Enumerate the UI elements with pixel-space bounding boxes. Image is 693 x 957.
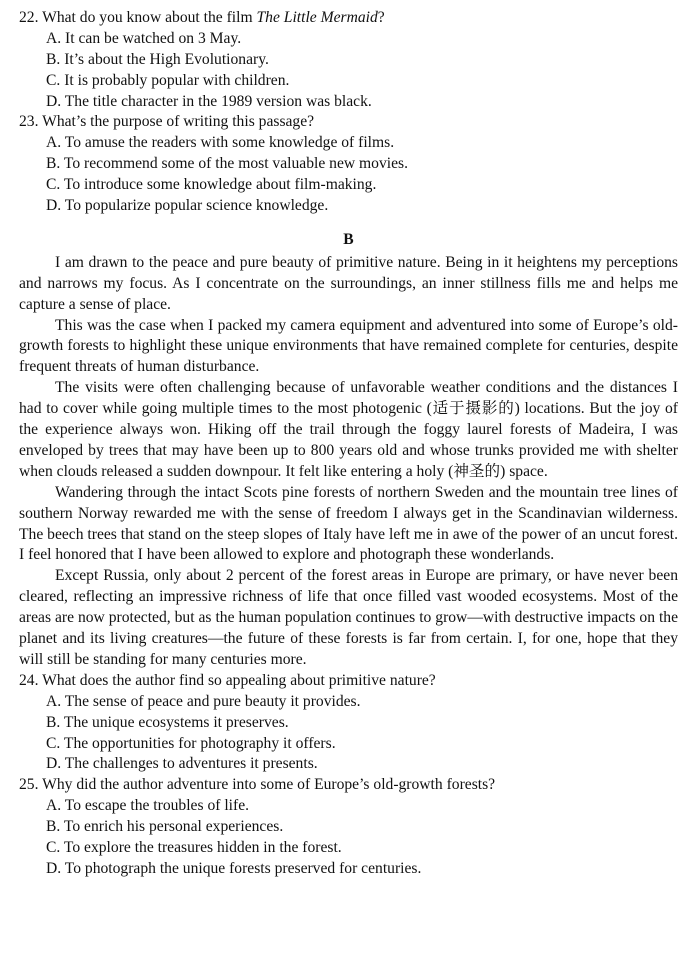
option-b: B. The unique ecosystems it preserves. <box>46 713 289 731</box>
question-stem: 25. Why did the author adventure into some of Europe’s old-growth forests? <box>19 776 496 794</box>
question-23 <box>19 112 678 216</box>
option-d: D. The challenges to adventures it presents. <box>46 755 318 773</box>
passage-body <box>19 253 678 671</box>
option-c: C. To explore the treasures hidden in the forest. <box>46 839 342 857</box>
option-c: C. It is probably popular with children. <box>46 71 290 89</box>
passage-paragraph: I am drawn to the peace and pure beauty of primitive nature. Being in it heightens my perceptions and narrows my focus. As I concentrate on the surroundings, an inner stillness fills me and helps me capture a sense of place. <box>19 253 678 313</box>
option-a: A. To escape the troubles of life. <box>46 797 250 815</box>
question-stem: 24. What does the author find so appealing about primitive nature? <box>19 671 436 689</box>
option-c: C. The opportunities for photography it offers. <box>46 734 336 752</box>
passage-paragraph: The visits were often challenging because of unfavorable weather conditions and the distances I had to cover while going multiple times to the most photogenic (适于摄影的) locations. But the joy of the experience always won. Hiking off the trail through the foggy laurel forests of Madeira, I was enveloped by trees that may have been up to 800 years old and whose trunks provided me with shelter when clouds released a sudden downpour. It felt like entering a holy (神圣的) space. <box>19 379 678 480</box>
question-25 <box>19 775 678 879</box>
option-b: B. To recommend some of the most valuable new movies. <box>46 155 408 173</box>
option-d: D. The title character in the 1989 version was black. <box>46 92 372 110</box>
question-24 <box>19 671 678 775</box>
passage-paragraph: Except Russia, only about 2 percent of the forest areas in Europe are primary, or have never been cleared, reflecting an impressive richness of life that once filled vast wooded ecosystems. Most of the areas are now protected, but as the human population continues to grow—with destructive impacts on the planet and its living creatures—the future of these forests is far from certain. I, for one, hope that they will still be standing for many centuries more. <box>19 567 678 669</box>
option-b: B. It’s about the High Evolutionary. <box>46 50 269 68</box>
question-stem: 22. What do you know about the film The Little Mermaid? <box>19 9 385 26</box>
passage-paragraph: This was the case when I packed my camera equipment and adventured into some of Europe’s old-growth forests to highlight these unique environments that have remained complete for centuries, despite frequent threats of human disturbance. <box>19 316 678 376</box>
option-b: B. To enrich his personal experiences. <box>46 818 284 836</box>
passage-paragraph: Wandering through the intact Scots pine forests of northern Sweden and the mountain tree lines of southern Norway rewarded me with the sense of freedom I always get in the Scandinavian wilderness. The beech trees that stand on the steep slopes of Italy have left me in awe of the power of an uncut forest. I feel honored that I have been allowed to explore and photograph these wonderlands. <box>19 483 678 564</box>
option-a: A. To amuse the readers with some knowledge of films. <box>46 134 395 152</box>
option-a: A. It can be watched on 3 May. <box>46 29 242 47</box>
option-d: D. To popularize popular science knowledge. <box>46 197 329 215</box>
question-stem: 23. What’s the purpose of writing this passage? <box>19 113 315 131</box>
option-a: A. The sense of peace and pure beauty it provides. <box>46 692 361 710</box>
option-d: D. To photograph the unique forests preserved for centuries. <box>46 859 422 877</box>
option-c: C. To introduce some knowledge about film-making. <box>46 176 377 194</box>
question-22 <box>19 8 678 112</box>
film-title: The Little Mermaid <box>256 9 378 26</box>
passage-title: B <box>343 230 354 248</box>
